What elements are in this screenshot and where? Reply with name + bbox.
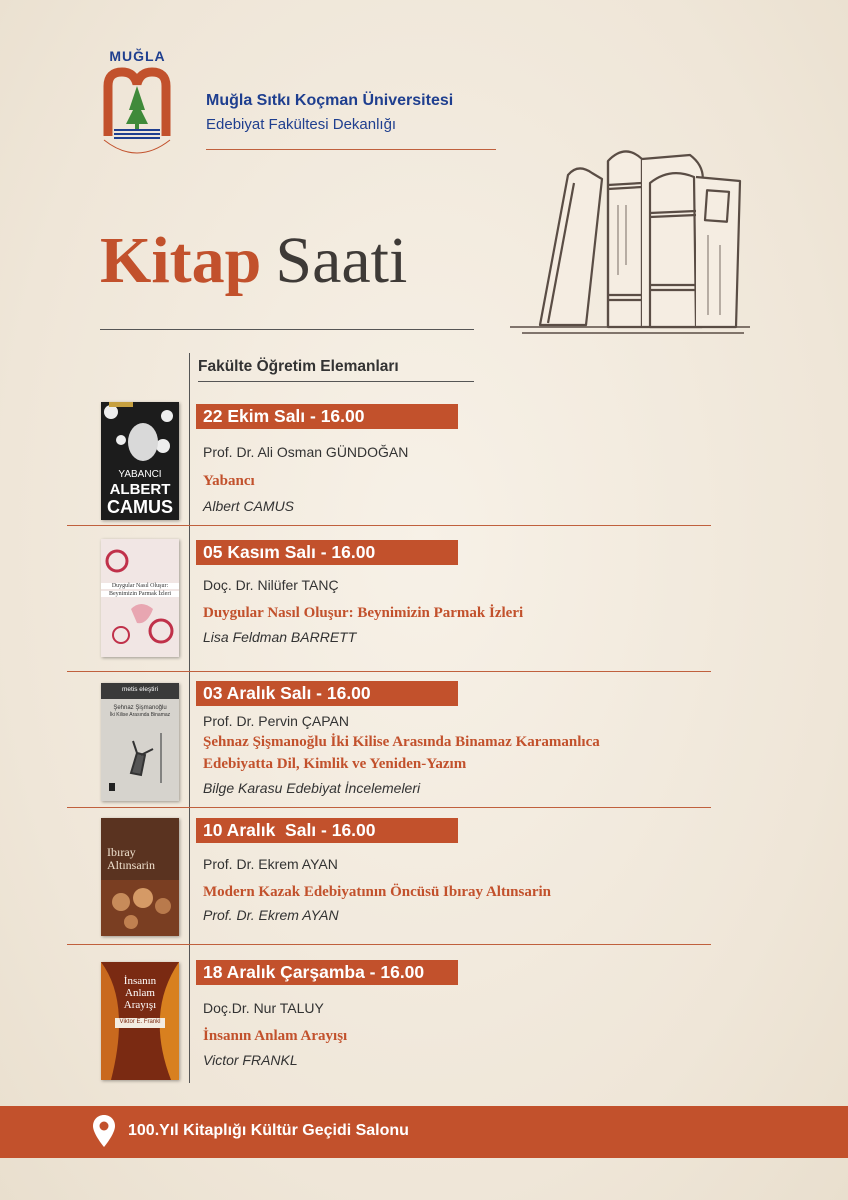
logo-text: MUĞLA: [109, 48, 166, 64]
page-title: [100, 222, 407, 300]
location-pin-icon: [92, 1114, 116, 1148]
cover-line-2: Şehnaz Şişmanoğlu: [113, 705, 167, 711]
cover-line-4: Viktor E. Frankl: [119, 1019, 161, 1025]
event-author: Lisa Feldman BARRETT: [203, 629, 357, 645]
university-name: Muğla Sıtkı Koçman Üniversitesi: [206, 92, 454, 109]
cover-line-3: İki Kilise Arasında Binamaz: [109, 712, 171, 718]
title-word-kitap: Kitap: [100, 224, 262, 297]
event-presenter: Doç. Dr. Nilüfer TANÇ: [203, 577, 339, 593]
cover-line-2: ALBERT: [109, 481, 171, 498]
event-book-title: Şehnaz Şişmanoğlu İki Kilise Arasında Binamaz Karamanlıca Edebiyatta Dil, Kimlik ve Yeniden-Yazım: [203, 734, 600, 772]
section-heading: Fakülte Öğretim Elemanları: [198, 358, 399, 375]
event-book-title: Duygular Nasıl Oluşur: Beynimizin Parmak İzleri: [203, 605, 524, 621]
header-divider: [206, 149, 496, 150]
event-presenter: Doç.Dr. Nur TALUY: [203, 1000, 324, 1016]
cover-line-2: Beynimizin Parmak İzleri: [101, 591, 179, 597]
event-book-title: İnsanın Anlam Arayışı: [203, 1028, 348, 1044]
book-cover-sehnaz: [101, 683, 179, 801]
book-cover-duygular: [101, 539, 179, 657]
location-bar: [0, 1106, 848, 1158]
event-presenter: Prof. Dr. Ali Osman GÜNDOĞAN: [203, 444, 409, 460]
section-underline: [198, 381, 474, 382]
event-divider: [67, 671, 711, 672]
event-date: 03 Aralık Salı - 16.00: [196, 681, 458, 706]
event-author: Bilge Karasu Edebiyat İncelemeleri: [203, 780, 421, 796]
event-date: 10 Aralık Salı - 16.00: [196, 818, 458, 843]
book-cover-insanin: [101, 962, 179, 1080]
cover-art-icon: [101, 539, 179, 657]
cover-line-1: metis eleştiri: [121, 686, 159, 693]
cover-line-1: YABANCI: [118, 469, 162, 480]
event-divider: [67, 525, 711, 526]
event-divider: [67, 807, 711, 808]
cover-line-3: CAMUS: [107, 497, 173, 517]
cover-line-1: İnsanın: [123, 975, 157, 987]
event-author: Victor FRANKL: [203, 1052, 298, 1068]
cover-line-3: Arayışı: [123, 999, 157, 1011]
event-book-title: Modern Kazak Edebiyatının Öncüsü Ibıray Altınsarin: [203, 884, 551, 900]
event-presenter: Prof. Dr. Ekrem AYAN: [203, 856, 338, 872]
event-book-title: Yabancı: [203, 473, 255, 489]
title-word-saati: Saati: [275, 224, 408, 297]
title-underline: [100, 329, 474, 330]
cover-line-1: Duygular Nasıl Oluşur:: [101, 583, 179, 589]
cover-art-icon: [101, 683, 179, 801]
cover-line-1: Ibıray: [107, 845, 136, 859]
event-presenter: Prof. Dr. Pervin ÇAPAN: [203, 713, 350, 729]
event-divider: [67, 944, 711, 945]
event-date: 18 Aralık Çarşamba - 16.00: [196, 960, 458, 985]
book-cover-yabanci: [101, 402, 179, 520]
timeline-line: [189, 353, 190, 1083]
department-name: Edebiyat Fakültesi Dekanlığı: [206, 116, 397, 133]
university-logo: [100, 48, 175, 163]
cover-line-2: Altınsarin: [107, 858, 155, 872]
event-author: Albert CAMUS: [203, 498, 295, 514]
event-date: 22 Ekim Salı - 16.00: [196, 404, 458, 429]
logo-emblem-icon: [100, 66, 175, 166]
books-illustration-icon: [500, 125, 760, 340]
event-author: Prof. Dr. Ekrem AYAN: [203, 907, 339, 923]
cover-line-2: Anlam: [125, 987, 155, 999]
cover-art-icon: [101, 818, 179, 936]
location-text: 100.Yıl Kitaplığı Kültür Geçidi Salonu: [128, 1122, 409, 1139]
book-cover-ibiray: [101, 818, 179, 936]
event-date: 05 Kasım Salı - 16.00: [196, 540, 458, 565]
